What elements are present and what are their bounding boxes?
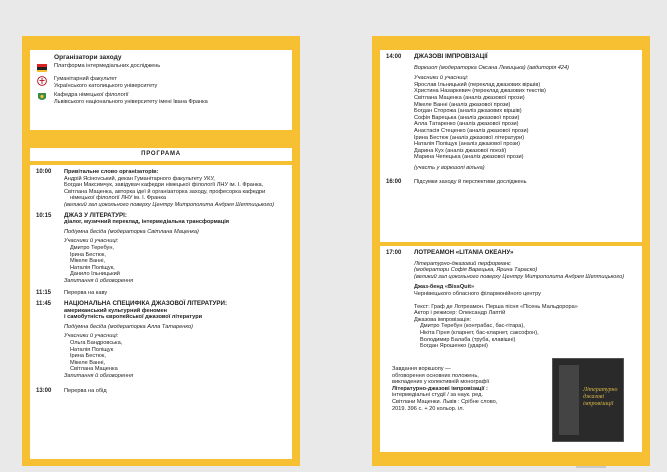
session-title: Перерва на каву <box>64 289 108 296</box>
session-subtitle: діалог, музичний переклад, інтермедіальна трансформація <box>64 219 230 226</box>
book-line: викладених у колективній монографії <box>392 379 490 386</box>
book-box <box>380 354 642 452</box>
session-title: ДЖАЗОВІ ІМПРОВІЗАЦІЇ <box>414 53 488 60</box>
organizer-line: Львівського національного університету імені Івана Франка <box>54 98 208 105</box>
session-subtitle: американський культурний феномен <box>64 307 168 314</box>
session-title: Перерва на обід <box>64 387 107 394</box>
organizer-line: Гуманітарний факультет <box>54 76 117 82</box>
participant: Данило Ільницький <box>70 271 120 278</box>
participant: Світлана Маценка (аналіз джазової прози) <box>414 94 525 101</box>
session-time: 11:15 <box>36 289 52 296</box>
participants-label: Учасники й учасниці: <box>414 75 469 82</box>
participant: Світлана Маценка <box>70 366 118 373</box>
participant: Алла Татаренко (аналіз джазової прози) <box>414 121 519 128</box>
participant: Наталія Поліщук (аналіз джазової прози) <box>414 141 521 148</box>
book-line: Світлани Маценки. Львів : Срібне слово, <box>392 398 498 405</box>
workshop-note: (участь у воркшопі вільна) <box>414 164 485 171</box>
participant: Дмитро Теребун, <box>70 244 114 251</box>
player: Богдан Ярошенко (ударні) <box>420 343 488 350</box>
book-line: інтермедіальні студії / за наук. ред. <box>392 392 483 399</box>
session-moderator: Подіумна бесіда (модераторка Алла Татаренко) <box>64 323 193 330</box>
book-title: Літературно-джазові імпровізації : <box>392 385 488 392</box>
book-cover-spine <box>559 365 579 435</box>
performance-line: (великий зал цокольного поверху Центру Митрополита Андрея Шептицького) <box>414 273 625 280</box>
session-time: 10:15 <box>36 212 52 219</box>
performance-line: (модератори Софія Варецька, Ярина Тараско) <box>414 267 538 274</box>
session-time: 13:00 <box>36 387 52 394</box>
session-summary <box>386 179 636 186</box>
organizers-title: Організатори заходу <box>54 54 122 61</box>
session-title: ДЖАЗ У ЛІТЕРАТУРІ: <box>64 211 127 219</box>
participant: Ольга Бандровська, <box>70 340 123 347</box>
participant: Ірина Бестюк, <box>70 251 106 258</box>
qa-note: Запитання й обговорення <box>64 277 134 284</box>
book-cover-title: Літературно джазові імпровізації <box>583 387 618 407</box>
qa-note: Запитання й обговорення <box>64 373 134 380</box>
session-time: 14:00 <box>386 54 402 60</box>
session-improvisations <box>386 54 636 172</box>
program-box-right <box>380 50 642 242</box>
flag-logo-icon <box>36 63 48 73</box>
performance-line: Літературно-джазовий перформанс <box>414 260 511 267</box>
participant: Дарина Кух (аналіз джазової поезії) <box>414 147 507 154</box>
session-time: 10:00 <box>36 169 52 175</box>
session-lunch-break <box>36 388 286 395</box>
session-time: 17:00 <box>386 250 402 256</box>
program-box <box>30 165 292 459</box>
band-subtitle: Чернівецького обласного філармонійного центру <box>414 290 541 297</box>
session-welcome <box>36 169 286 209</box>
speaker-line: німецької філології ЛНУ ім. І. Франка <box>70 195 167 202</box>
book-cover-image <box>552 358 624 442</box>
participant: Мікеле Ванні, <box>70 359 106 366</box>
participant: Наталія Поліщук <box>70 346 114 353</box>
participant: Мікеле Ванні, <box>70 258 106 265</box>
session-time: 16:00 <box>386 178 402 185</box>
organizer-line: Платформа інтермедіальних досліджень <box>54 63 161 69</box>
performance-box <box>380 246 642 368</box>
improvisation-label: Джазова імпровізація: <box>414 316 472 323</box>
book-line: Завдання воркшопу — <box>392 366 451 372</box>
band-name: Джаз-бенд «BissQuit» <box>414 284 475 291</box>
player: Нікіта Гірня (кларнет, бас-кларнет, саксофон), <box>420 329 539 336</box>
organizer-line: Українського католицького університету <box>54 82 158 89</box>
book-description <box>392 366 542 412</box>
participant: Мікеле Ванні (аналіз джазової прози) <box>414 101 511 108</box>
organizers-box <box>30 50 292 130</box>
session-national-specifics <box>36 301 286 380</box>
session-title: ЛОТРЕАМОН «LITANIA OКЕАНУ» <box>414 249 514 256</box>
performance-actor: Актор і режисер: Олександр Лаптій <box>414 310 506 317</box>
participant: Софія Варецька (аналіз джазової прози) <box>414 114 520 121</box>
speaker-line: Андрій Ясінovський, декан Гуманітарного факультету УКУ, <box>64 175 215 182</box>
organizer-lnu <box>36 92 286 105</box>
organizer-ucu <box>36 76 286 89</box>
participants-label: Учасники й учасниці: <box>64 238 119 245</box>
player: Дмитро Теребун (контрабас, бас-гітара), <box>420 323 525 330</box>
participant: Ірина Бестюк (аналіз джазової літератури) <box>414 134 525 141</box>
session-place: (великий зал цокольного поверху Центру Митрополита Андрея Шептицького) <box>64 201 275 208</box>
session-coffee-break <box>36 290 286 297</box>
organizer-line: Кафедра німецької філології <box>54 92 129 99</box>
session-title: Підсумки заходу й перспективи досліджень <box>414 178 527 185</box>
participant: Богдан Сторожа (аналіз джазових віршів) <box>414 108 522 115</box>
session-time: 11:45 <box>36 301 52 308</box>
participant: Ярослав Ільницький (переклад джазових віршів) <box>414 81 541 88</box>
session-jazz-literature <box>36 213 286 285</box>
speaker-line: Світлана Маценка, авторка ідеї й організаторка заходу, професорка кафедри <box>64 188 266 195</box>
session-moderator: Воркшоп (модераторка Оксана Левицька) (авдиторія 424) <box>414 64 569 71</box>
program-title: ПРОГРАМА <box>30 148 292 161</box>
participant: Христина Назаркевич (переклад джазових текстів) <box>414 88 546 95</box>
book-line: обговорення основних положень, <box>392 372 479 379</box>
participant: Анастасія Стеценко (аналіз джазової прози) <box>414 127 529 134</box>
lnu-logo-icon <box>36 92 48 102</box>
left-page <box>22 36 300 466</box>
session-moderator: Подіумна бесіда (модераторка Світлана Маценка) <box>64 228 199 235</box>
speaker-line: Богдан Максимчук, завідувач кафедри німецької філології ЛНУ ім. І. Франка, <box>64 182 264 189</box>
participants-label: Учасники й учасниці: <box>64 333 119 340</box>
session-title: НАЦІОНАЛЬНА СПЕЦИФІКА ДЖАЗОВОЇ ЛІТЕРАТУРИ: <box>64 300 228 308</box>
session-subtitle: і самобутність європейської джазової літератури <box>64 314 203 321</box>
book-line: 2019. 396 с. + 20 кольор. іл. <box>392 405 465 412</box>
player: Володимир Балаба (труба, клавішні) <box>420 336 516 343</box>
participant: Ірина Бестюк, <box>70 353 106 360</box>
performance-text: Текст: Граф де Лотреамон. Перша пісня «Пісень Мальдорора» <box>414 303 578 310</box>
right-page <box>372 36 650 466</box>
session-title: Привітальне слово організаторів: <box>64 169 159 175</box>
participant: Марина Чепецька (аналіз джазової прози) <box>414 154 524 161</box>
session-lautreamont <box>386 250 636 350</box>
participant: Наталія Поліщук, <box>70 264 115 271</box>
ucu-logo-icon <box>36 76 48 86</box>
organizer-platform <box>36 63 286 73</box>
